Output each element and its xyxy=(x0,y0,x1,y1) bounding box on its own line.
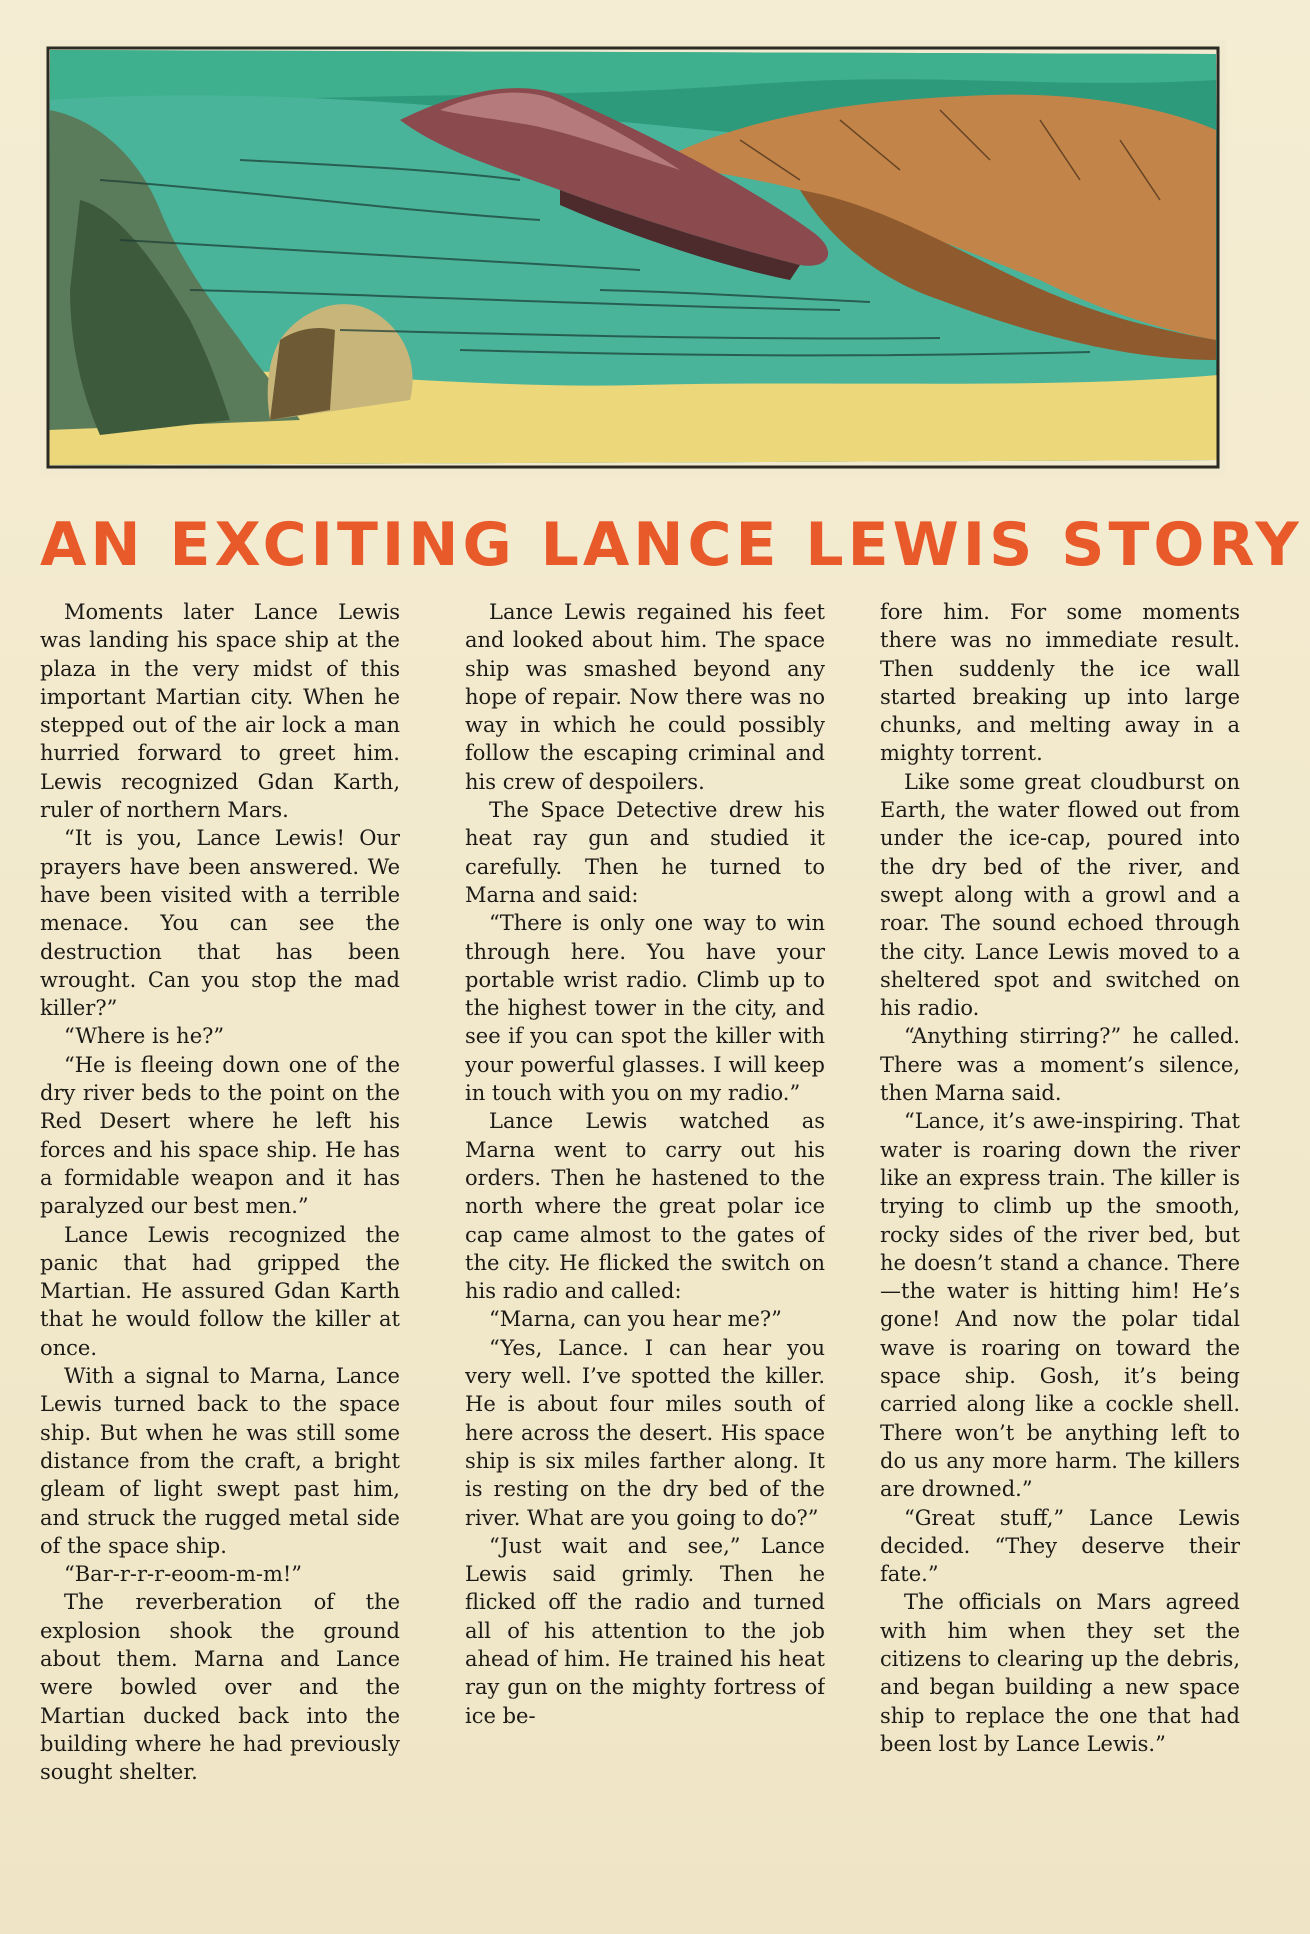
paragraph: Like some great cloudburst on Earth, the water flowed out from under the ice-cap, poured into the dry bed of the river, and swept along with a growl and a roar. The sound echoed through the city. Lance Lewis moved to a sheltered spot and switched on his radio. xyxy=(880,769,1240,1021)
paragraph: Lance Lewis watched as Marna went to carry out his orders. Then he hastened to the north where the great polar ice cap came almost to the gates of the city. He flicked the switch on his radio and called: xyxy=(465,1109,825,1304)
paragraph: “Bar-r-r-r-eoom-m-m!” xyxy=(64,1562,303,1587)
paragraph: Lance Lewis regained his feet and looked about him. The space ship was smashed beyond any hope of repair. Now there was no way in which he could possibly follow the escaping criminal and his crew of despoilers. xyxy=(465,600,825,794)
paragraph: “There is only one way to win through here. You have your portable wrist radio. Climb up to the highest tower in the city, and see if you can spot the killer with your powerful glasses. I will keep in touch with you on my radio.” xyxy=(465,911,825,1106)
paragraph: “Yes, Lance. I can hear you very well. I’ve spotted the killer. He is about four miles south of here across the desert. His space ship is six miles farther along. It is resting on the dry bed of the river. What are you going to do?” xyxy=(465,1335,825,1530)
paragraph: The Space Detective drew his heat ray gun and studied it carefully. Then he turned to Marna and said: xyxy=(465,798,825,907)
paragraph: “Great stuff,” Lance Lewis decided. “They deserve their fate.” xyxy=(880,1505,1240,1587)
paragraph: “It is you, Lance Lewis! Our prayers have been answered. We have been visited with a terrible menace. You can see the destruction that has been wrought. Can you stop the mad killer?” xyxy=(40,826,400,1021)
paragraph: “He is fleeing down one of the dry river beds to the point on the Red Desert where he left his forces and his space ship. He has a formidable weapon and it has paralyzed our best men.” xyxy=(40,1052,400,1219)
column-3 xyxy=(880,598,1240,1898)
paragraph: Lance Lewis recognized the panic that had gripped the Martian. He assured Gdan Karth that he would follow the killer at once. xyxy=(40,1222,400,1360)
paragraph: “Marna, can you hear me?” xyxy=(489,1307,782,1332)
paragraph: “Anything stirring?” he called. There was a moment’s silence, then Marna said. xyxy=(880,1024,1240,1106)
paragraph: With a signal to Marna, Lance Lewis turned back to the space ship. But when he was still some distance from the craft, a bright gleam of light swept past him, and struck the rugged metal side of the space ship. xyxy=(40,1364,400,1558)
paragraph: “Lance, it’s awe-inspiring. That water is roaring down the river like an express train. The killer is trying to climb up the smooth, rocky sides of the river bed, but he doesn’t stand a chance. There—the water is hitting him! He’s gone! And now the polar tidal wave is roaring on toward the space ship. Gosh, it’s being carried along like a cockle shell. There won’t be anything left to do us any more harm. The killers are drowned.” xyxy=(880,1109,1240,1502)
paragraph: The officials on Mars agreed with him when they set the citizens to clearing up the debris, and began building a new space ship to replace the one that had been lost by Lance Lewis.” xyxy=(880,1590,1240,1756)
column-2 xyxy=(465,598,825,1898)
paragraph: “Just wait and see,” Lance Lewis said grimly. Then he flicked off the radio and turned all of his attention to the job ahead of him. He trained his heat ray gun on the mighty fortress of ice be- xyxy=(465,1533,825,1728)
paragraph: “Where is he?” xyxy=(64,1024,225,1049)
story-title: AN EXCITING LANCE LEWIS STORY xyxy=(40,510,1303,580)
paragraph: fore him. For some moments there was no immediate result. Then suddenly the ice wall started breaking up into large chunks, and melting away in a mighty torrent. xyxy=(880,600,1240,766)
story-columns xyxy=(40,598,1270,1898)
paragraph: The reverberation of the explosion shook the ground about them. Marna and Lance were bowled over and the Martian ducked back into the building where he had previously sought shelter. xyxy=(40,1590,400,1785)
column-1 xyxy=(40,598,400,1898)
paragraph: Moments later Lance Lewis was landing his space ship at the plaza in the very midst of this important Martian city. When he stepped out of the air lock a man hurried forward to greet him. Lewis recognized Gdan Karth, ruler of northern Mars. xyxy=(40,600,400,823)
crashed-spaceship-illustration xyxy=(40,40,1226,475)
